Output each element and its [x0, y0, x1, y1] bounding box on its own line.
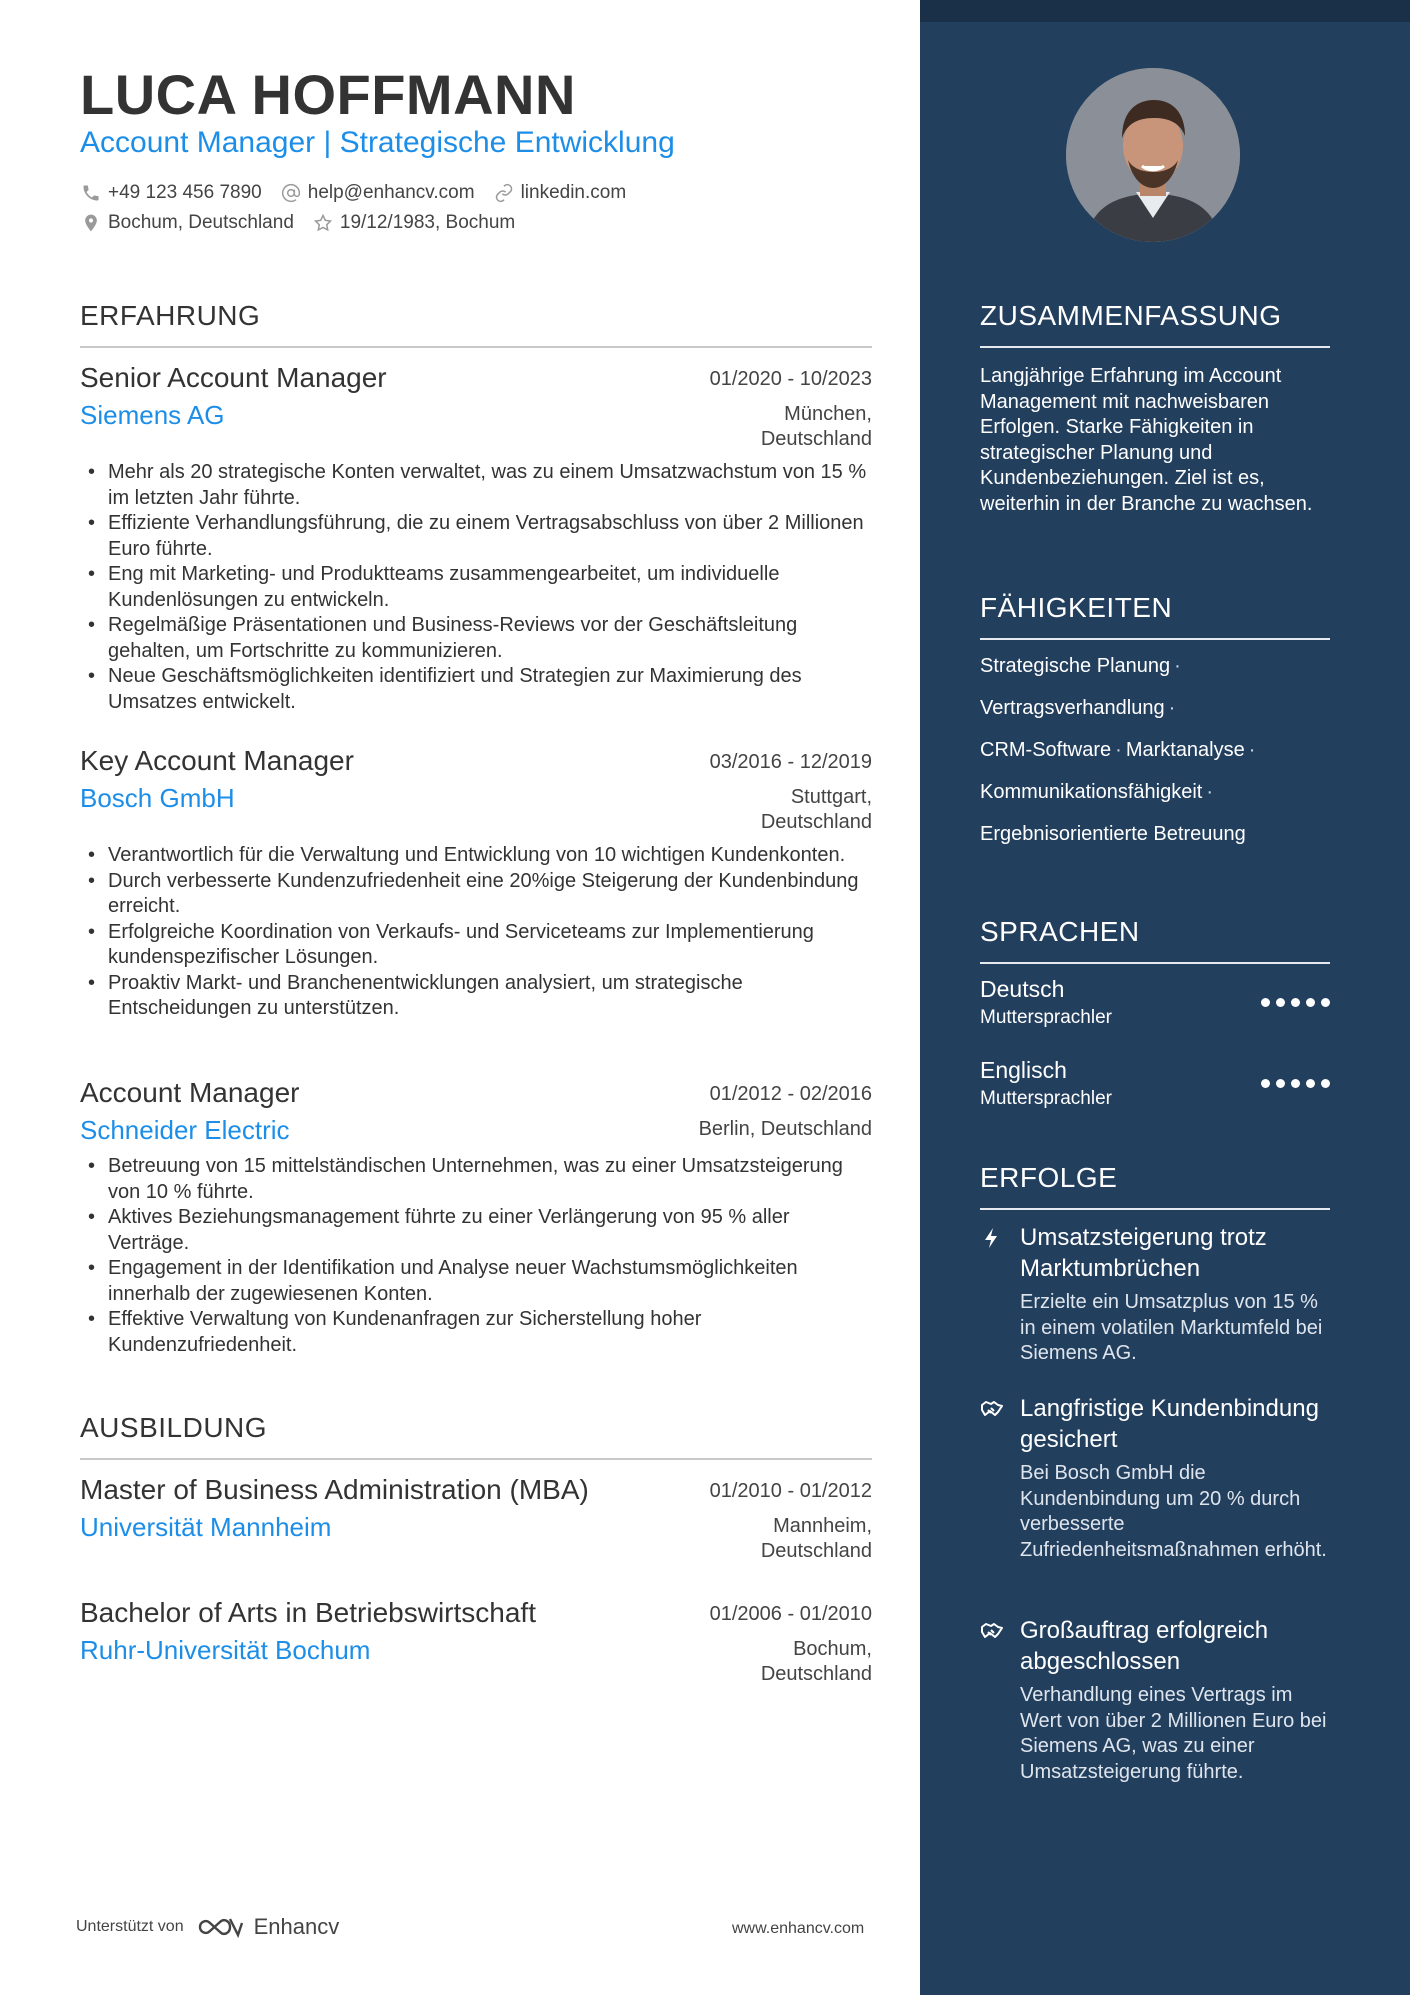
achievement-item [980, 1393, 1330, 1563]
achievement-desc: Bei Bosch GmbH die Kundenbindung um 20 % durch verbesserte Zufriedenheitsmaßnahmen erhöht. [1020, 1462, 1327, 1561]
star-icon [312, 212, 334, 234]
achievement-title: Umsatzsteigerung trotz Marktumbrüchen [1020, 1224, 1267, 1282]
company-name: Siemens AG [80, 400, 225, 430]
school-name: Ruhr-Universität Bochum [80, 1635, 371, 1665]
job-date: 03/2016 - 12/2019 [709, 751, 872, 773]
school-name: Universität Mannheim [80, 1512, 332, 1542]
language-item [980, 1057, 1330, 1110]
company-name: Schneider Electric [80, 1115, 290, 1145]
candidate-name: LUCA HOFFMANN [80, 63, 576, 126]
skill-item: CRM-Software [980, 739, 1112, 761]
skill-item: Strategische Planung [980, 655, 1171, 677]
achievement-desc: Verhandlung eines Vertrags im Wert von über 2 Millionen Euro bei Siemens AG, was zu einer Umsatzsteigerung führte. [1020, 1684, 1327, 1783]
achievement-item [980, 1615, 1330, 1785]
language-item [980, 976, 1330, 1029]
job-location: Stuttgart, Deutschland [760, 786, 872, 833]
powered-by-label: Unterstützt von [76, 1918, 184, 1935]
list-item: • Neue Geschäftsmöglichkeiten identifiziert und Strategien zur Maximierung des Umsatzes entwickelt. [80, 664, 872, 715]
rating-dot [1276, 1079, 1285, 1088]
job-date: 01/2012 - 02/2016 [709, 1083, 872, 1105]
list-item: • Regelmäßige Präsentationen und Business-Reviews vor der Geschäftsleitung gehalten, um Fortschritte zu kommunizieren. [80, 613, 872, 664]
language-name: Deutsch [980, 976, 1065, 1002]
experience-entry [80, 1077, 872, 1358]
rating-dot [1291, 1079, 1300, 1088]
job-location: Berlin, Deutschland [698, 1118, 872, 1140]
job-date: 01/2020 - 10/2023 [709, 368, 872, 390]
company-name: Bosch GmbH [80, 783, 235, 813]
skill-item: Vertragsverhandlung [980, 697, 1165, 719]
contact-row-2 [80, 212, 515, 234]
handshake-icon [980, 1619, 1004, 1643]
contact-location: Bochum, Deutschland [80, 212, 294, 234]
education-location: Bochum, Deutschland [760, 1638, 872, 1685]
list-item: • Effektive Verwaltung von Kundenanfragen zur Sicherstellung hoher Kundenzufriedenheit. [80, 1307, 872, 1358]
experience-entry [80, 745, 872, 1022]
education-location: Mannheim, Deutschland [760, 1515, 872, 1562]
education-date: 01/2006 - 01/2010 [709, 1603, 872, 1625]
link-icon [493, 182, 515, 204]
job-title: Key Account Manager [80, 745, 354, 776]
phone-icon [80, 182, 102, 204]
achievement-title: Großauftrag erfolgreich abgeschlossen [1020, 1617, 1269, 1675]
candidate-title: Account Manager | Strategische Entwicklung [80, 126, 675, 159]
education-entry [80, 1597, 872, 1687]
enhancv-logo-icon [196, 1914, 244, 1940]
experience-entry [80, 362, 872, 715]
skill-item: Marktanalyse [1125, 739, 1245, 761]
languages-heading: SPRACHEN [980, 916, 1330, 964]
achievement-item [980, 1222, 1330, 1367]
enhancv-logo[interactable]: Enhancv [196, 1914, 340, 1940]
list-item: • Engagement in der Identifikation und Analyse neuer Wachstumsmöglichkeiten innerhalb der zugewiesenen Konten. [80, 1256, 872, 1307]
job-title: Account Manager [80, 1077, 300, 1108]
degree-title: Master of Business Administration (MBA) [80, 1474, 589, 1505]
achievement-title: Langfristige Kundenbindung gesichert [1020, 1395, 1319, 1453]
at-icon [280, 182, 302, 204]
language-rating [1261, 1079, 1330, 1088]
footer-url[interactable]: www.enhancv.com [732, 1920, 865, 1937]
job-bullets [80, 460, 872, 715]
rating-dot [1306, 998, 1315, 1007]
language-level: Muttersprachler [980, 1088, 1112, 1109]
rating-dot [1321, 998, 1330, 1007]
rating-dot [1321, 1079, 1330, 1088]
rating-dot [1276, 998, 1285, 1007]
list-item: • Betreuung von 15 mittelständischen Unternehmen, was zu einer Umsatzsteigerung von 10 % führte. [80, 1154, 872, 1205]
list-item: • Verantwortlich für die Verwaltung und Entwicklung von 10 wichtigen Kundenkonten. [80, 843, 872, 869]
contact-email[interactable]: help@enhancv.com [280, 182, 475, 204]
skills-list: Strategische Planung · Vertragsverhandlung · CRM-Software · Marktanalyse · Kommunikationsfähigkeit · Ergebnisorientierte Betreuung [980, 655, 1256, 845]
rating-dot [1306, 1079, 1315, 1088]
list-item: • Durch verbesserte Kundenzufriedenheit eine 20%ige Steigerung der Kundenbindung erreicht. [80, 869, 872, 920]
degree-title: Bachelor of Arts in Betriebswirtschaft [80, 1597, 536, 1628]
location-pin-icon [80, 212, 102, 234]
achievement-desc: Erzielte ein Umsatzplus von 15 % in einem volatilen Marktumfeld bei Siemens AG. [1020, 1291, 1323, 1364]
skills-heading: FÄHIGKEITEN [980, 592, 1330, 640]
achievements-heading: ERFOLGE [980, 1162, 1330, 1210]
language-name: Englisch [980, 1057, 1067, 1083]
rating-dot [1261, 1079, 1270, 1088]
avatar [1066, 68, 1240, 242]
skill-item: Ergebnisorientierte Betreuung [980, 823, 1246, 845]
list-item: • Eng mit Marketing- und Produktteams zusammengearbeitet, um individuelle Kundenlösungen zu entwickeln. [80, 562, 872, 613]
language-level: Muttersprachler [980, 1007, 1112, 1028]
language-rating [1261, 998, 1330, 1007]
education-heading: AUSBILDUNG [80, 1412, 872, 1460]
list-item: • Effiziente Verhandlungsführung, die zu einem Vertragsabschluss von über 2 Millionen Euro führte. [80, 511, 872, 562]
list-item: • Mehr als 20 strategische Konten verwaltet, was zu einem Umsatzwachstum von 15 % im letzten Jahr führte. [80, 460, 872, 511]
contact-phone[interactable]: +49 123 456 7890 [80, 182, 262, 204]
lightning-icon [980, 1226, 1004, 1250]
job-title: Senior Account Manager [80, 362, 387, 393]
footer-powered-by [76, 1914, 339, 1940]
contact-birth: 19/12/1983, Bochum [312, 212, 515, 234]
contact-linkedin[interactable]: linkedin.com [493, 182, 627, 204]
list-item: • Aktives Beziehungsmanagement führte zu einer Verlängerung von 95 % aller Verträge. [80, 1205, 872, 1256]
job-location: München, Deutschland [760, 403, 872, 450]
summary-text: Langjährige Erfahrung im Account Management mit nachweisbaren Erfolgen. Starke Fähigkeiten in strategischer Planung und Kundenbeziehungen. Ziel ist es, weiterhin in der Branche zu wachsen. [980, 365, 1313, 515]
handshake-icon [980, 1397, 1004, 1421]
rating-dot [1291, 998, 1300, 1007]
education-date: 01/2010 - 01/2012 [709, 1480, 872, 1502]
job-bullets [80, 1154, 872, 1358]
sidebar-top-band [920, 0, 1410, 22]
education-entry [80, 1474, 872, 1564]
job-bullets [80, 843, 872, 1022]
summary-heading: ZUSAMMENFASSUNG [980, 300, 1330, 348]
rating-dot [1261, 998, 1270, 1007]
experience-heading: ERFAHRUNG [80, 300, 872, 348]
contact-row-1 [80, 182, 626, 204]
list-item: • Erfolgreiche Koordination von Verkaufs- und Serviceteams zur Implementierung kundenspezifischer Lösungen. [80, 920, 872, 971]
list-item: • Proaktiv Markt- und Branchenentwicklungen analysiert, um strategische Entscheidungen zu unterstützen. [80, 971, 872, 1022]
skill-item: Kommunikationsfähigkeit [980, 781, 1203, 803]
